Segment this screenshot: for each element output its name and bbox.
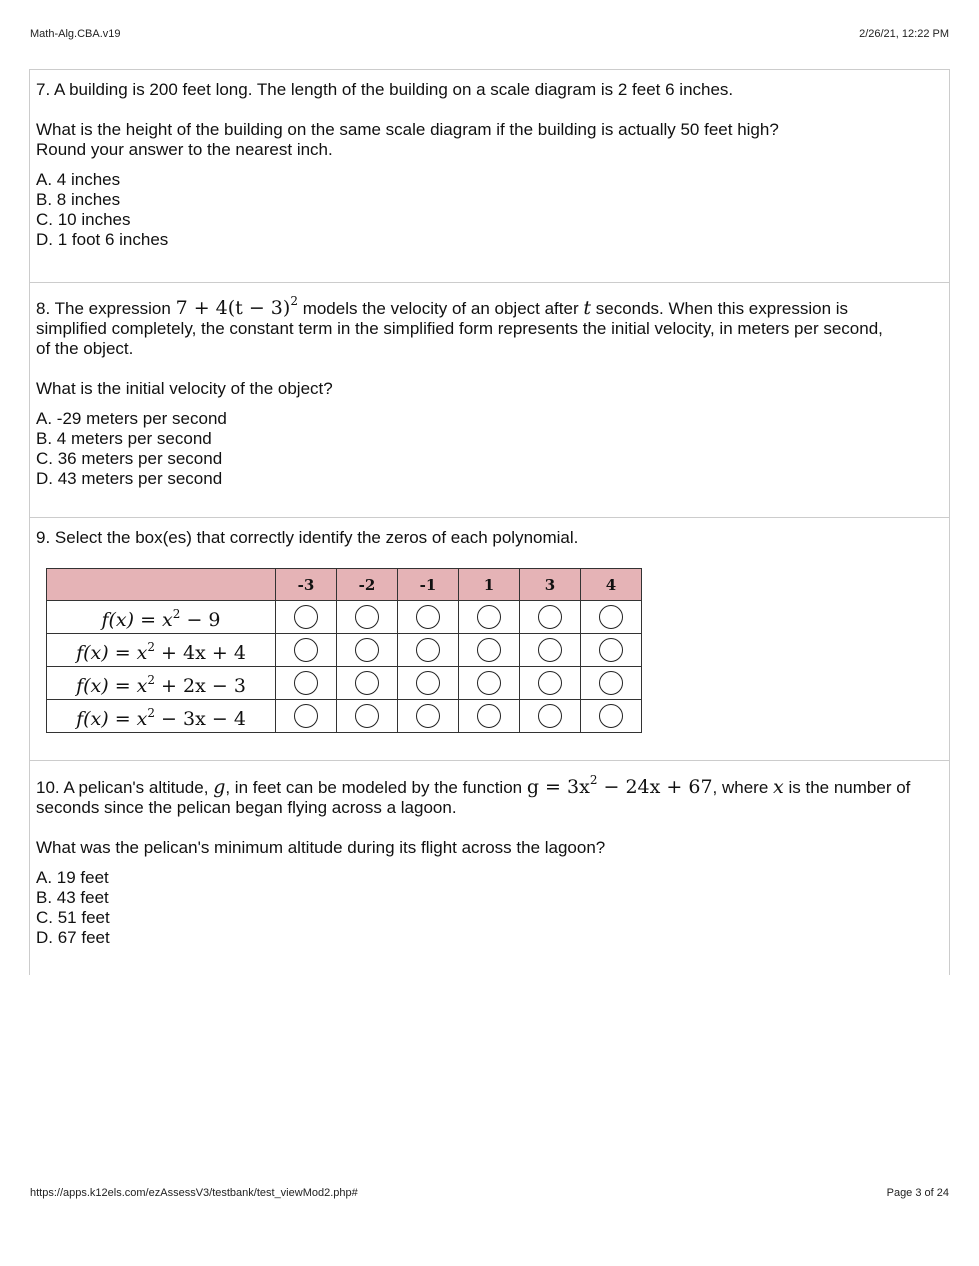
q8-expression <box>175 294 298 319</box>
cell <box>459 700 520 733</box>
cell <box>520 667 581 700</box>
radio-option[interactable] <box>294 704 318 728</box>
q8-choice-a[interactable]: A. -29 meters per second <box>36 409 227 428</box>
q8-expr-base: 7 + 4(t − 3) <box>175 297 291 319</box>
q10-expr-b: − 24x + 67 <box>597 776 713 798</box>
q10-mid: , in feet can be modeled by the function <box>225 778 523 797</box>
cell <box>398 700 459 733</box>
cell <box>337 634 398 667</box>
cell <box>398 667 459 700</box>
zeros-grid <box>46 568 642 733</box>
question-9 <box>30 528 949 768</box>
q9-prompt: 9. Select the box(es) that correctly identify the zeros of each polynomial. <box>36 528 579 547</box>
polynomial-label <box>47 634 276 667</box>
cell <box>398 601 459 634</box>
radio-option[interactable] <box>477 638 501 662</box>
header-title: Math-Alg.CBA.v19 <box>30 28 121 40</box>
q10-expr-a: g = 3x <box>526 776 590 798</box>
poly-exp: 2 <box>147 706 156 720</box>
radio-option[interactable] <box>416 638 440 662</box>
cell <box>581 634 642 667</box>
col-header: -1 <box>398 569 459 601</box>
q8-choice-d[interactable]: D. 43 meters per second <box>36 469 223 488</box>
cell <box>337 667 398 700</box>
radio-option[interactable] <box>538 638 562 662</box>
q10-function <box>526 773 713 798</box>
grid-row <box>47 634 642 667</box>
question-panel <box>29 69 950 975</box>
polynomial-label <box>47 601 276 634</box>
poly-exp: 2 <box>147 640 156 654</box>
col-header: 3 <box>520 569 581 601</box>
radio-option[interactable] <box>355 671 379 695</box>
q8-var-t: t <box>583 297 591 319</box>
cell <box>581 601 642 634</box>
col-header: 4 <box>581 569 642 601</box>
radio-option[interactable] <box>416 605 440 629</box>
q8-post: seconds. When this expression is <box>595 299 849 318</box>
poly-rhs: − 9 <box>180 609 221 631</box>
q8-choice-b[interactable]: B. 4 meters per second <box>36 429 212 448</box>
divider <box>30 282 949 283</box>
q10-choice-b[interactable]: B. 43 feet <box>36 888 109 907</box>
poly-exp: 2 <box>147 673 156 687</box>
cell <box>520 634 581 667</box>
divider <box>30 517 949 518</box>
q10-post-a: , where <box>712 778 769 797</box>
q8-pre: The expression <box>54 299 171 318</box>
grid-corner <box>47 569 276 601</box>
cell <box>276 634 337 667</box>
cell <box>459 601 520 634</box>
grid-row <box>47 667 642 700</box>
q10-number: 10. <box>36 778 60 797</box>
col-header: -2 <box>337 569 398 601</box>
radio-option[interactable] <box>416 704 440 728</box>
q8-question: What is the initial velocity of the object? <box>36 379 333 398</box>
q10-prompt-line1 <box>36 770 943 798</box>
q10-pre: A pelican's altitude, <box>63 778 209 797</box>
q7-instruction: Round your answer to the nearest inch. <box>36 140 333 159</box>
poly-rhs: + 2x − 3 <box>155 675 246 697</box>
grid-row <box>47 601 642 634</box>
radio-option[interactable] <box>538 671 562 695</box>
q8-prompt-line2: simplified completely, the constant term in the simplified form represents the initial velocity, in meters per second, <box>36 319 883 338</box>
cell <box>276 667 337 700</box>
divider <box>30 760 949 761</box>
cell <box>276 700 337 733</box>
header-datetime: 2/26/21, 12:22 PM <box>859 28 949 40</box>
q7-choice-c[interactable]: C. 10 inches <box>36 210 131 229</box>
q10-post-b: is the number of <box>788 778 911 797</box>
poly-lhs: f(x) = x <box>101 609 173 631</box>
q8-mid: models the velocity of an object after <box>302 299 579 318</box>
q8-choices <box>36 409 943 489</box>
q8-choice-c[interactable]: C. 36 meters per second <box>36 449 223 468</box>
q7-choice-d[interactable]: D. 1 foot 6 inches <box>36 230 169 249</box>
radio-option[interactable] <box>355 605 379 629</box>
q8-number: 8. <box>36 299 51 318</box>
q10-choice-d[interactable]: D. 67 feet <box>36 928 110 947</box>
q10-exponent: 2 <box>589 773 598 787</box>
cell <box>459 634 520 667</box>
radio-option[interactable] <box>294 671 318 695</box>
poly-exp: 2 <box>172 607 181 621</box>
poly-lhs: f(x) = x <box>76 675 148 697</box>
q8-prompt-line3: of the object. <box>36 339 134 358</box>
poly-lhs: f(x) = x <box>76 708 148 730</box>
cell <box>398 634 459 667</box>
polynomial-label <box>47 667 276 700</box>
radio-option[interactable] <box>477 704 501 728</box>
q7-choice-a[interactable]: A. 4 inches <box>36 170 121 189</box>
polynomial-label <box>47 700 276 733</box>
cell <box>520 601 581 634</box>
q10-prompt-line2: seconds since the pelican began flying across a lagoon. <box>36 798 457 817</box>
cell <box>520 700 581 733</box>
radio-option[interactable] <box>538 704 562 728</box>
cell <box>459 667 520 700</box>
poly-rhs: − 3x − 4 <box>155 708 246 730</box>
cell <box>581 667 642 700</box>
radio-option[interactable] <box>294 605 318 629</box>
poly-rhs: + 4x + 4 <box>155 642 246 664</box>
col-header: -3 <box>276 569 337 601</box>
grid-header-row <box>47 569 642 601</box>
radio-option[interactable] <box>477 671 501 695</box>
radio-option[interactable] <box>538 605 562 629</box>
cell <box>276 601 337 634</box>
radio-option[interactable] <box>416 671 440 695</box>
poly-lhs: f(x) = x <box>76 642 148 664</box>
q10-var-g: g <box>213 776 226 798</box>
q8-prompt-line1 <box>36 291 943 319</box>
radio-option[interactable] <box>477 605 501 629</box>
q10-choice-a[interactable]: A. 19 feet <box>36 868 109 887</box>
q10-question: What was the pelican's minimum altitude during its flight across the lagoon? <box>36 838 606 857</box>
q7-question: What is the height of the building on the same scale diagram if the building is actually 50 feet high? <box>36 120 779 139</box>
radio-option[interactable] <box>599 704 623 728</box>
q7-choices <box>36 170 943 250</box>
col-header: 1 <box>459 569 520 601</box>
cell <box>581 700 642 733</box>
radio-option[interactable] <box>294 638 318 662</box>
q10-choice-c[interactable]: C. 51 feet <box>36 908 110 927</box>
q10-var-x: x <box>773 776 784 798</box>
radio-option[interactable] <box>599 638 623 662</box>
q8-exponent: 2 <box>290 294 298 308</box>
radio-option[interactable] <box>355 704 379 728</box>
radio-option[interactable] <box>599 671 623 695</box>
footer-page: Page 3 of 24 <box>886 1187 949 1199</box>
q7-choice-b[interactable]: B. 8 inches <box>36 190 121 209</box>
q7-prompt: 7. A building is 200 feet long. The length of the building on a scale diagram is 2 feet 6 inches. <box>36 80 734 99</box>
radio-option[interactable] <box>599 605 623 629</box>
cell <box>337 601 398 634</box>
footer-url: https://apps.k12els.com/ezAssessV3/testbank/test_viewMod2.php# <box>30 1187 358 1199</box>
q10-choices <box>36 868 943 948</box>
cell <box>337 700 398 733</box>
grid-row <box>47 700 642 733</box>
radio-option[interactable] <box>355 638 379 662</box>
